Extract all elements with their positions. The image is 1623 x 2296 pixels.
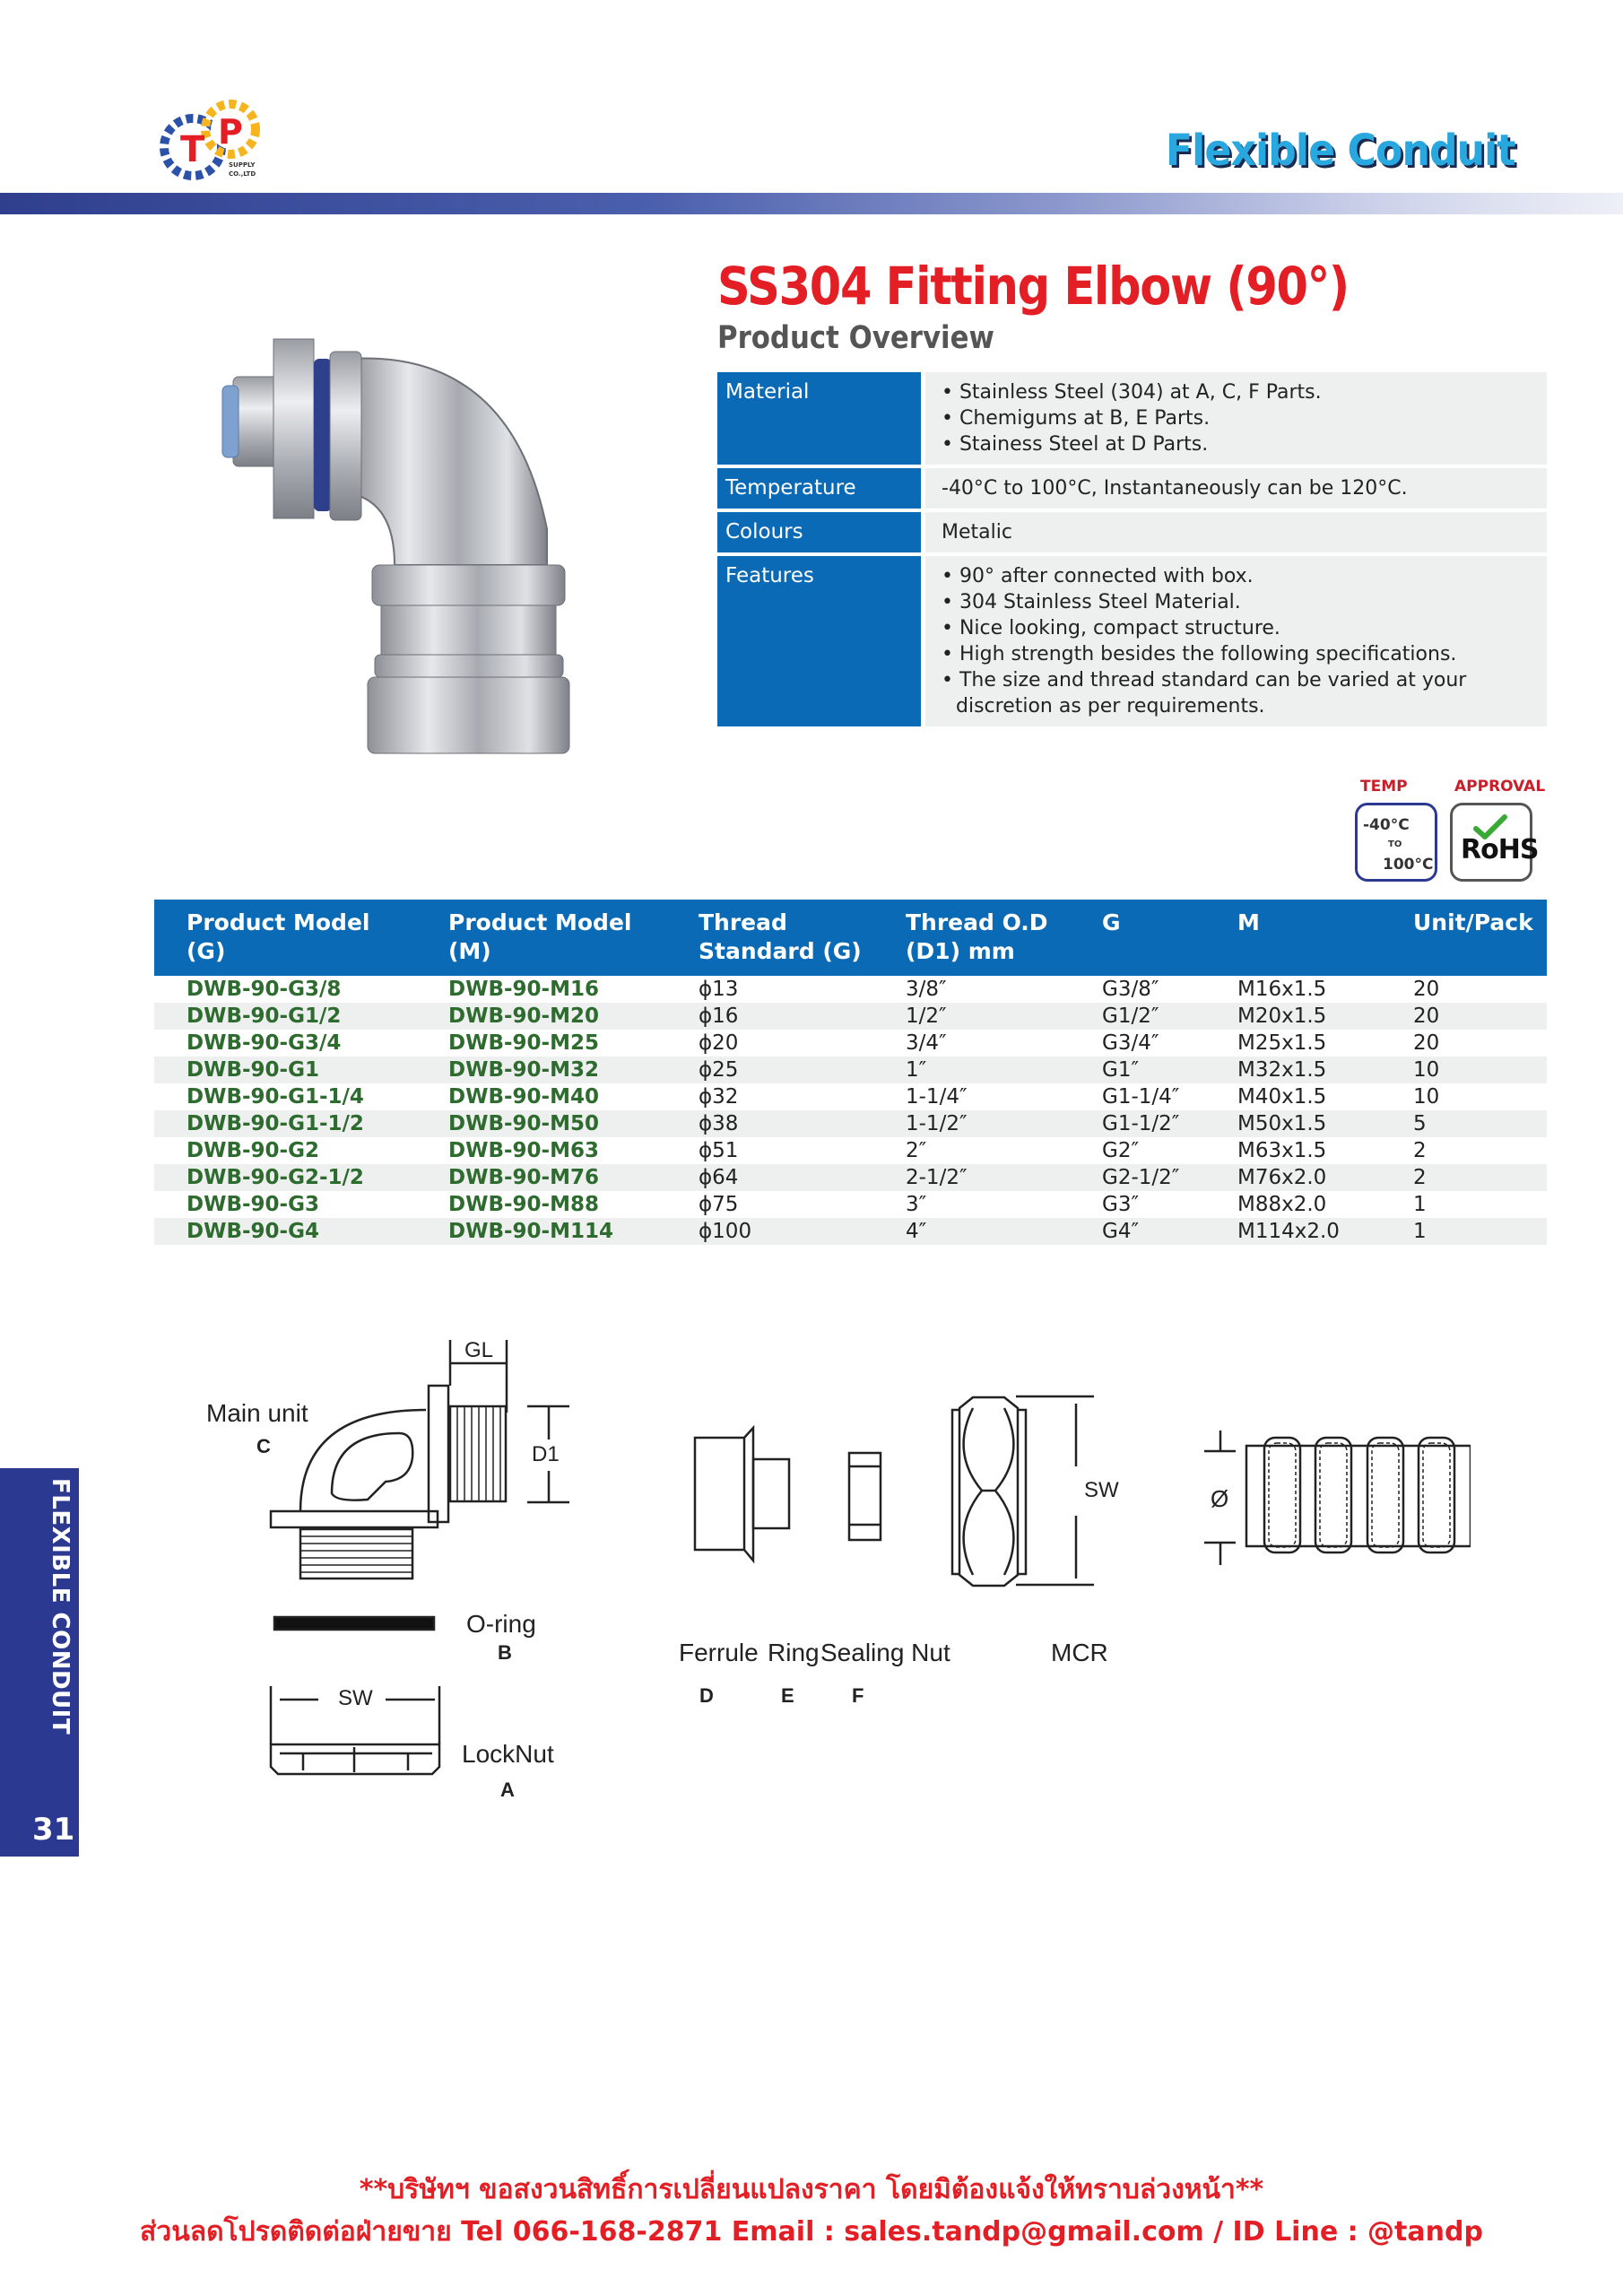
cell-model-g: DWB-90-G2-1/2: [154, 1164, 416, 1191]
sealing-nut-letter: F: [852, 1684, 864, 1707]
cell-g: G1-1/2″: [1070, 1110, 1205, 1137]
table-row: [154, 1030, 1547, 1057]
col-header-thread-od: [873, 900, 1070, 976]
components-drawing: [664, 1363, 1471, 1722]
cell-thread-od: 2-1/2″: [873, 1164, 1070, 1191]
cell-thread-od: 1″: [873, 1057, 1070, 1083]
col-header-line: (G): [187, 938, 226, 964]
cell-m: M76x2.0: [1205, 1164, 1381, 1191]
product-photo: [215, 296, 592, 762]
overview-value-line: • The size and thread standard can be varied at your discretion as per requirements.: [942, 669, 1467, 718]
elbow-fitting-image: [215, 296, 592, 762]
overview-value-line: -40°C to 100°C, Instantaneously can be 120°C.: [942, 477, 1408, 500]
cell-g: G1-1/4″: [1102, 1085, 1180, 1109]
product-title: SS304 Fitting Elbow (90°): [717, 256, 1349, 317]
temp-to: TO: [1388, 839, 1402, 849]
overview-value: [925, 468, 1547, 509]
table-row: [154, 1191, 1547, 1218]
overview-value-line: • Chemigums at B, E Parts.: [942, 407, 1211, 430]
col-header-line: Thread O.D: [906, 909, 1048, 935]
overview-key-label: Colours: [725, 520, 803, 544]
cell-model-g: DWB-90-G1: [154, 1057, 416, 1083]
cell-thread-od: 3″: [906, 1193, 927, 1216]
col-header-line: M: [1237, 909, 1260, 935]
company-logo: [157, 97, 265, 183]
spec-table-header-row: [154, 900, 1547, 976]
ferrule-letter: D: [699, 1684, 714, 1707]
cell-unit-pack: 1: [1413, 1193, 1427, 1216]
overview-key-label: Temperature: [725, 476, 856, 500]
overview-row-colours: [717, 512, 1547, 552]
diameter-symbol: Ø: [1211, 1485, 1229, 1512]
cell-thread-standard: ϕ13: [699, 978, 739, 1001]
col-header-line: Product Model: [448, 909, 632, 935]
temp-low: -40°C: [1363, 816, 1410, 834]
main-unit-letter: C: [256, 1435, 271, 1457]
cell-m: M40x1.5: [1237, 1085, 1327, 1109]
col-header-product-model-g: [154, 900, 416, 976]
section-title: Flexible Conduit: [1166, 126, 1515, 176]
cell-m: M20x1.5: [1205, 1003, 1381, 1030]
cell-g: G3/4″: [1102, 1031, 1159, 1055]
col-header-m: [1205, 900, 1381, 976]
cell-unit-pack: 5: [1381, 1110, 1547, 1137]
table-row: [154, 1137, 1547, 1164]
overview-row-material: [717, 372, 1547, 465]
cell-model-m: DWB-90-M32: [416, 1057, 666, 1083]
col-header-line: (D1) mm: [906, 938, 1015, 964]
cell-thread-od: 1-1/2″: [873, 1110, 1070, 1137]
col-header-line: Product Model: [187, 909, 370, 935]
table-row: [154, 1057, 1547, 1083]
overview-value-line: • Stainess Steel at D Parts.: [942, 433, 1209, 456]
cell-g: G3″: [1102, 1193, 1140, 1216]
oring-letter: B: [498, 1641, 512, 1664]
overview-key: [717, 556, 921, 726]
overview-key: [717, 372, 921, 465]
ring-letter: E: [781, 1684, 794, 1707]
cell-model-m: DWB-90-M25: [448, 1031, 599, 1055]
overview-row-features: [717, 556, 1547, 726]
overview-value-line: • 90° after connected with box.: [942, 565, 1254, 587]
overview-value: [925, 512, 1547, 552]
col-header-line: Standard (G): [699, 938, 862, 964]
d1-dimension-label: D1: [532, 1442, 560, 1466]
cell-g: G3/8″: [1102, 978, 1159, 1001]
cell-model-g: DWB-90-G4: [154, 1218, 416, 1245]
cell-thread-od: 4″: [873, 1218, 1070, 1245]
cell-model-m: DWB-90-M50: [416, 1110, 666, 1137]
mcr-label: MCR: [1051, 1639, 1108, 1666]
cell-model-g: DWB-90-G1/2: [154, 1003, 416, 1030]
table-row: [154, 1083, 1547, 1110]
cell-thread-od: 3/8″: [906, 978, 947, 1001]
locknut-sw-label: SW: [338, 1686, 373, 1710]
cell-unit-pack: 20: [1413, 1031, 1440, 1055]
overview-value-line: • Nice looking, compact structure.: [942, 617, 1280, 639]
col-header-thread-standard: [666, 900, 873, 976]
overview-value: [925, 556, 1547, 726]
header-gradient-bar: [0, 193, 1623, 214]
cell-g: G2-1/2″: [1070, 1164, 1205, 1191]
components-diagram: [664, 1363, 1471, 1722]
ferrule-label: Ferrule: [679, 1639, 759, 1666]
table-row: [154, 1003, 1547, 1030]
cell-unit-pack: 10: [1381, 1057, 1547, 1083]
logo-letter-p: P: [218, 112, 243, 152]
col-header-product-model-m: [416, 900, 666, 976]
col-header-g: [1070, 900, 1205, 976]
cell-g: G2″: [1102, 1139, 1140, 1162]
page-number: 31: [32, 1812, 75, 1848]
product-subtitle: Product Overview: [717, 320, 994, 356]
spec-table: [154, 900, 1547, 1245]
overview-row-temperature: [717, 468, 1547, 509]
overview-table: [717, 372, 1547, 730]
cell-thread-standard: ϕ38: [666, 1110, 873, 1137]
locknut-letter: A: [500, 1779, 515, 1801]
cell-unit-pack: 20: [1413, 978, 1440, 1001]
cell-model-g: DWB-90-G2: [187, 1139, 319, 1162]
cell-thread-standard: ϕ32: [699, 1085, 739, 1109]
cell-m: M63x1.5: [1237, 1139, 1327, 1162]
gear-logo-icon: [157, 97, 265, 183]
cell-unit-pack: 20: [1381, 1003, 1547, 1030]
cell-unit-pack: 10: [1413, 1085, 1440, 1109]
cell-model-m: DWB-90-M63: [448, 1139, 599, 1162]
logo-letter-t: T: [180, 129, 205, 170]
cell-model-m: DWB-90-M88: [448, 1193, 599, 1216]
side-tab-label: FLEXIBLE CONDUIT: [47, 1478, 74, 1735]
cell-model-m: DWB-90-M40: [448, 1085, 599, 1109]
table-row: [154, 1164, 1547, 1191]
rohs-badge: [1450, 803, 1539, 882]
overview-key-label: Features: [725, 564, 814, 587]
cell-thread-standard: ϕ20: [699, 1031, 739, 1055]
rohs-text: RoHS: [1461, 834, 1539, 865]
overview-key: [717, 468, 921, 509]
cell-model-g: DWB-90-G3/4: [187, 1031, 342, 1055]
side-tab-label-wrap: [47, 1478, 74, 1783]
cell-model-m: DWB-90-M16: [448, 978, 599, 1001]
logo-subtext-co: CO.,LTD: [229, 170, 256, 178]
cell-thread-standard: ϕ75: [699, 1193, 739, 1216]
overview-value: [925, 372, 1547, 465]
cell-m: M114x2.0: [1205, 1218, 1381, 1245]
overview-value-line: • High strength besides the following specifications.: [942, 643, 1457, 665]
locknut-label: LockNut: [462, 1740, 554, 1768]
sealing-nut-label: Sealing Nut: [820, 1639, 950, 1666]
col-header-line: Unit/Pack: [1413, 909, 1533, 935]
cell-model-g: DWB-90-G3: [187, 1193, 319, 1216]
table-row: [154, 976, 1547, 1003]
col-header-unit-pack: [1381, 900, 1547, 976]
main-unit-diagram: [197, 1327, 610, 1919]
temp-badge-label: TEMP: [1360, 778, 1408, 796]
approval-badge-label: APPROVAL: [1454, 778, 1546, 796]
temp-high: 100°C: [1383, 856, 1434, 874]
oring-label: O-ring: [466, 1610, 536, 1638]
ring-label: Ring: [768, 1639, 820, 1666]
col-header-line: Thread: [699, 909, 787, 935]
cell-m: M16x1.5: [1237, 978, 1327, 1001]
table-row: [154, 1110, 1547, 1137]
sealing-nut-sw-label: SW: [1084, 1478, 1119, 1502]
cell-thread-od: 3/4″: [906, 1031, 947, 1055]
logo-subtext-supply: SUPPLY: [229, 161, 256, 169]
contact-info: ส่วนลดโปรดติดต่อฝ่ายขาย Tel 066-168-2871 Email : sales.tandp@gmail.com / ID Line : @tandp: [140, 2216, 1483, 2248]
cell-thread-od: 1-1/4″: [906, 1085, 968, 1109]
spec-table-body: [154, 976, 1547, 1245]
cell-thread-standard: ϕ100: [666, 1218, 873, 1245]
temp-badge: [1355, 803, 1437, 882]
cell-thread-standard: ϕ25: [666, 1057, 873, 1083]
cell-model-m: DWB-90-M76: [416, 1164, 666, 1191]
col-header-line: (M): [448, 938, 491, 964]
overview-key-label: Material: [725, 380, 810, 404]
cell-thread-od: 2″: [906, 1139, 927, 1162]
cell-unit-pack: 2: [1413, 1139, 1427, 1162]
cell-g: G4″: [1070, 1218, 1205, 1245]
table-row: [154, 1218, 1547, 1245]
overview-value-line: • Stainless Steel (304) at A, C, F Parts.: [942, 381, 1322, 404]
cell-thread-standard: ϕ16: [666, 1003, 873, 1030]
overview-value-line: Metalic: [942, 521, 1012, 544]
cell-g: G1/2″: [1070, 1003, 1205, 1030]
cell-m: M25x1.5: [1237, 1031, 1327, 1055]
cell-m: M32x1.5: [1205, 1057, 1381, 1083]
cell-model-m: DWB-90-M20: [416, 1003, 666, 1030]
cell-m: M88x2.0: [1237, 1193, 1327, 1216]
cell-thread-standard: ϕ51: [699, 1139, 739, 1162]
overview-value-line: • 304 Stainless Steel Material.: [942, 591, 1241, 613]
cell-model-m: DWB-90-M114: [416, 1218, 666, 1245]
price-notice: **บริษัทฯ ขอสงวนสิทธิ์การเปลี่ยนแปลงราคา โดยมิต้องแจ้งให้ทราบล่วงหน้า**: [359, 2174, 1264, 2205]
gl-dimension-label: GL: [464, 1338, 494, 1362]
col-header-line: G: [1102, 909, 1121, 935]
cell-thread-od: 1/2″: [873, 1003, 1070, 1030]
cell-thread-standard: ϕ64: [666, 1164, 873, 1191]
cell-model-g: DWB-90-G1-1/2: [154, 1110, 416, 1137]
main-unit-label: Main unit: [206, 1399, 308, 1427]
cell-model-g: DWB-90-G3/8: [187, 978, 342, 1001]
overview-key: [717, 512, 921, 552]
cell-g: G1″: [1070, 1057, 1205, 1083]
cell-model-g: DWB-90-G1-1/4: [187, 1085, 364, 1109]
cell-m: M50x1.5: [1205, 1110, 1381, 1137]
cell-unit-pack: 1: [1381, 1218, 1547, 1245]
cell-unit-pack: 2: [1381, 1164, 1547, 1191]
